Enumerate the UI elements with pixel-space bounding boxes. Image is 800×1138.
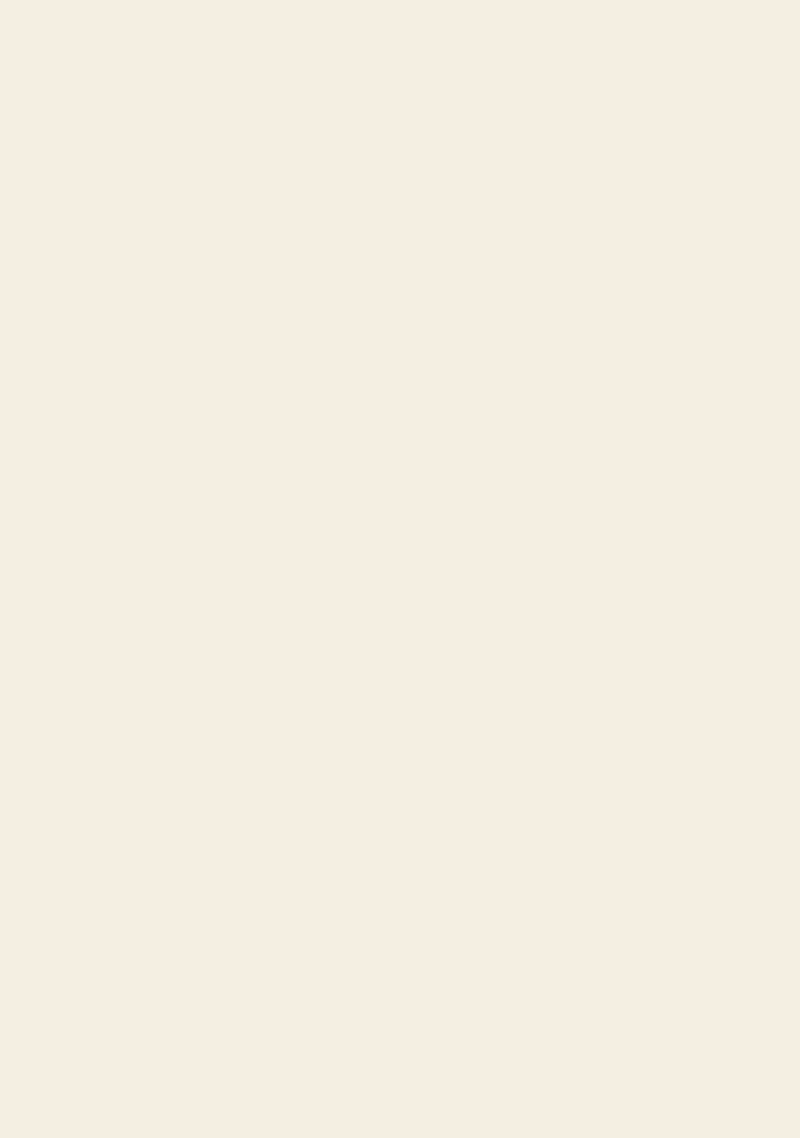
column-headers (0, 114, 800, 134)
running-head (0, 70, 800, 104)
